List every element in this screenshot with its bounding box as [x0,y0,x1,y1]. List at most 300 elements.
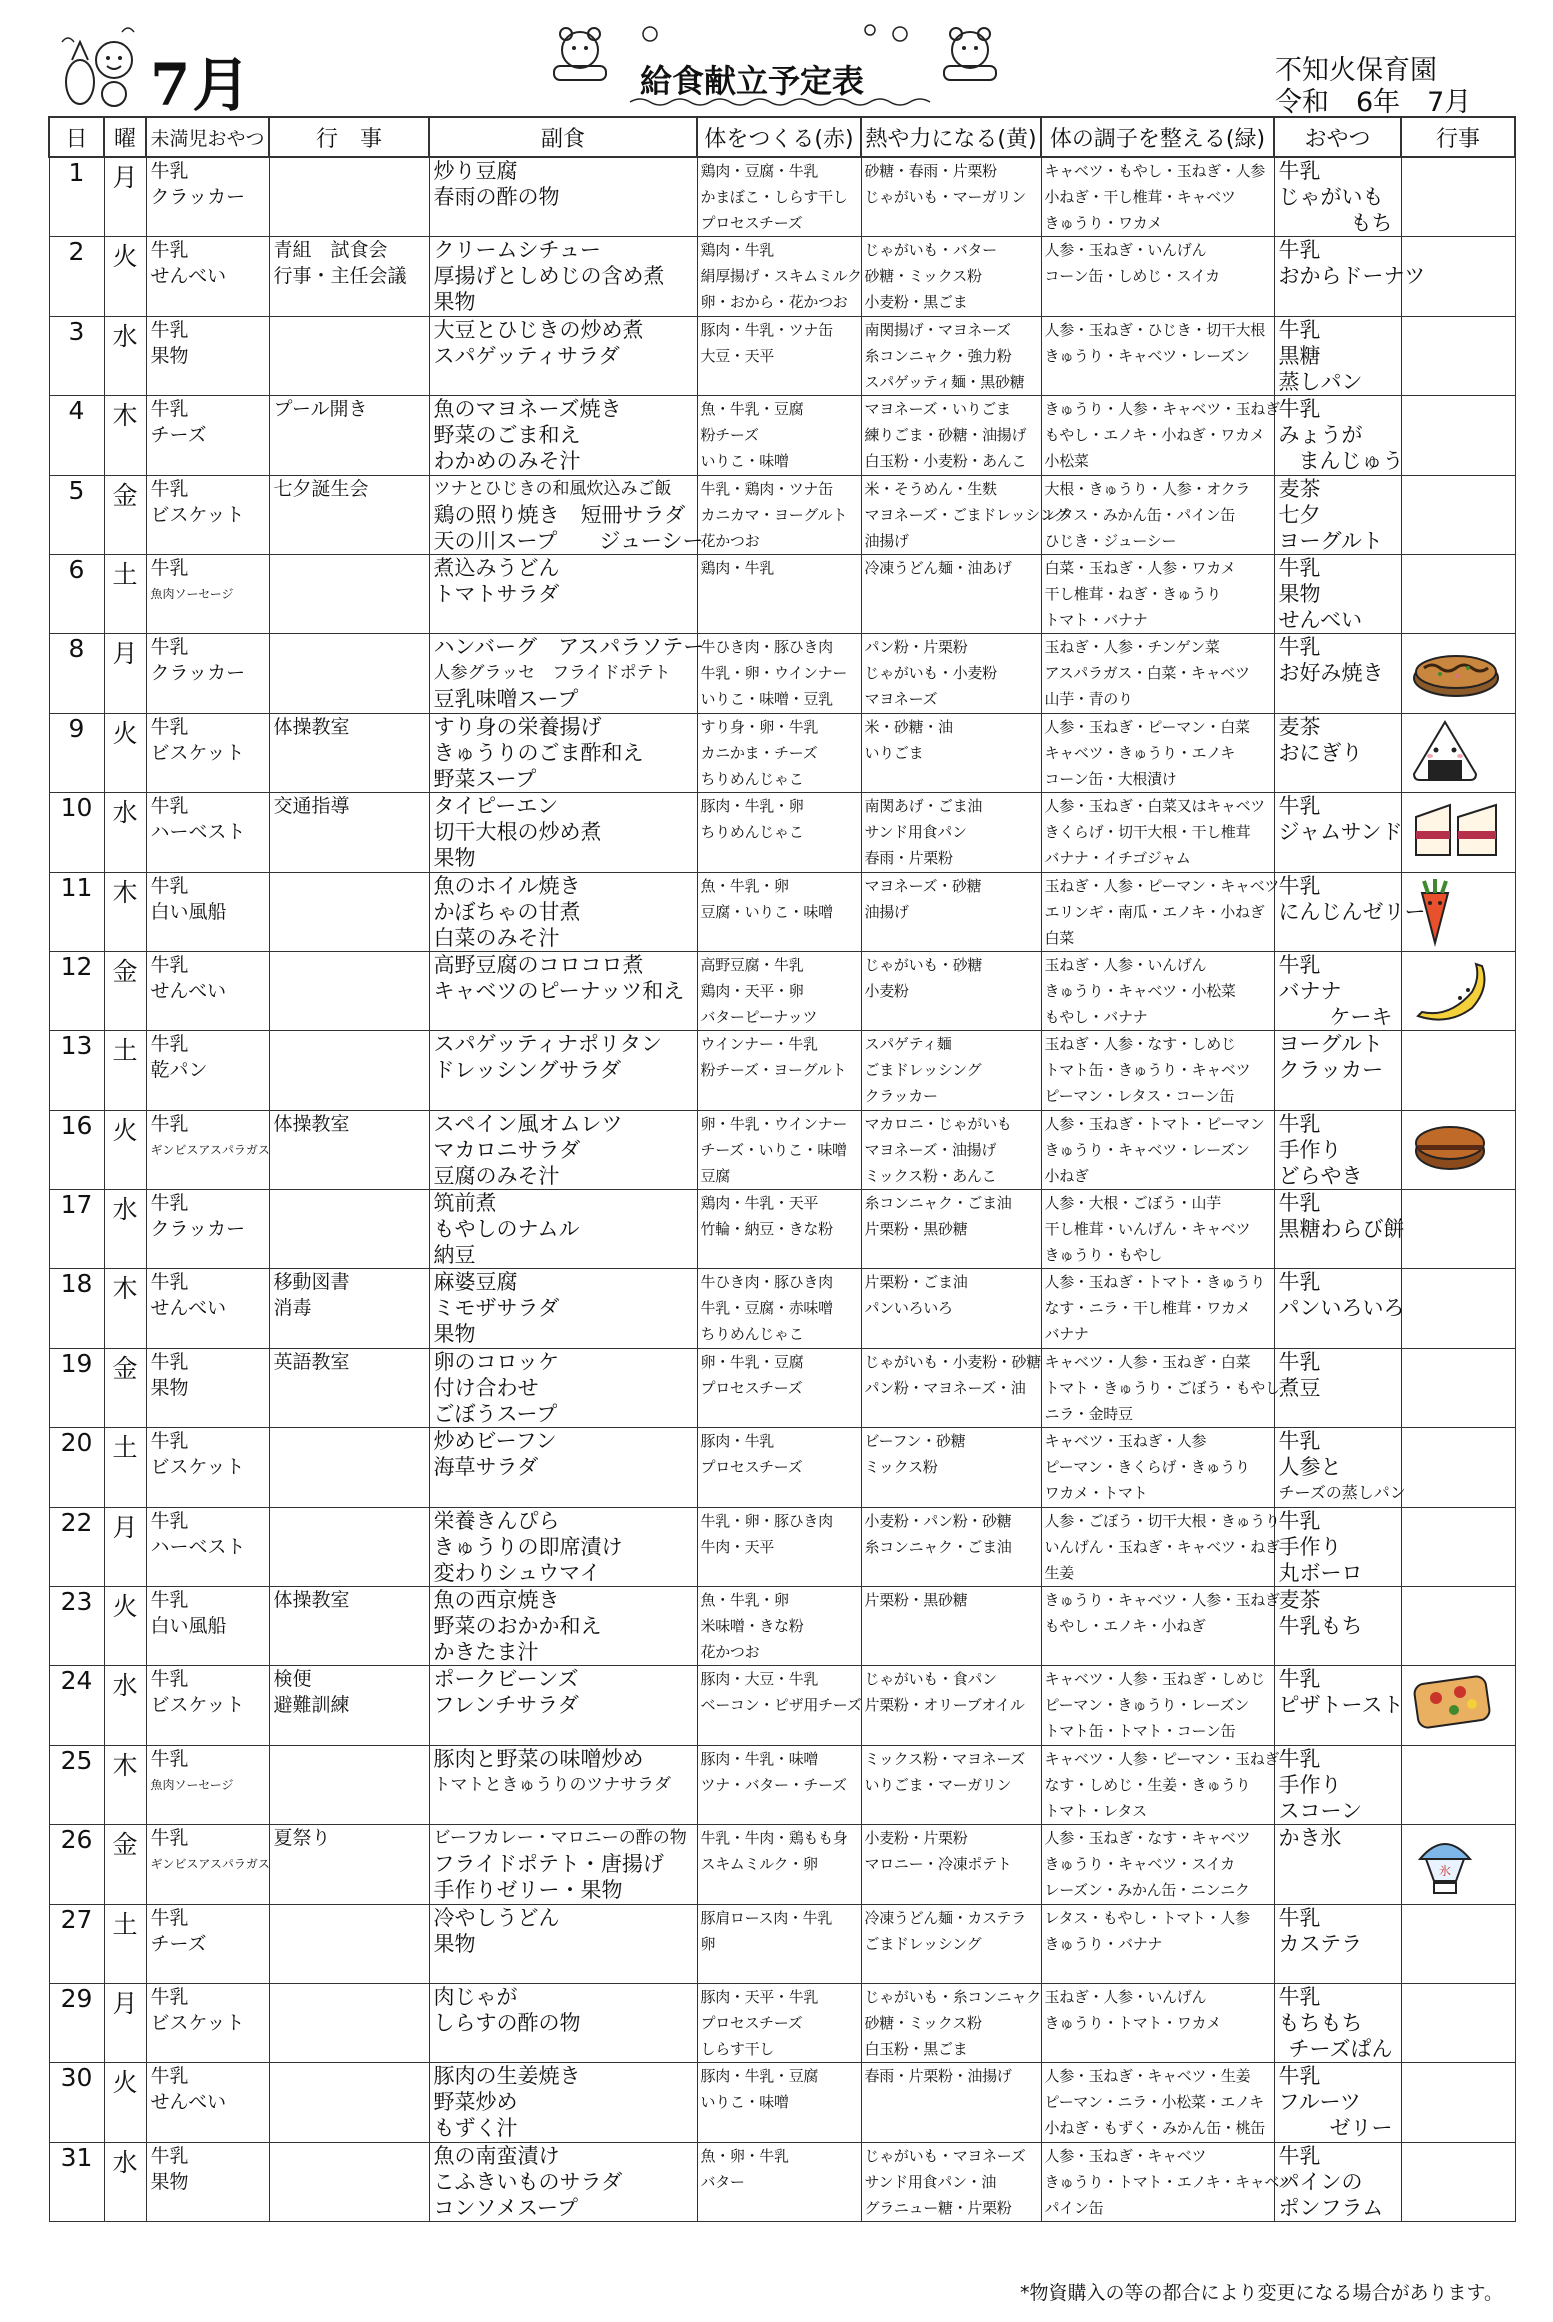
event-cell [269,2063,429,2142]
green-group-cell-line: キャベツ・人参・玉ねぎ・白菜 [1044,1352,1251,1371]
toddler-snack-cell-line: 牛乳 [150,2144,189,2167]
oyatsu-cell-line: 果物 [1278,581,1321,606]
red-group-cell-line: 卵・牛乳・豆腐 [700,1352,804,1371]
side-dish-cell [429,793,697,872]
red-group-cell-line: 牛乳・豆腐・赤味噌 [700,1299,833,1318]
green-group-cell-line: 白菜・玉ねぎ・人参・ワカメ [1044,558,1236,577]
yellow-group-cell-line: 春雨・片栗粉 [864,849,953,868]
oyatsu-cell-line: もちもち [1278,2010,1363,2035]
event-cell [269,316,429,395]
oyatsu-cell-line: 牛乳 [1278,2143,1321,2168]
side-dish-cell-line: 野菜のおかか和え [433,1614,602,1639]
toddler-snack-cell-line: 牛乳 [150,2065,189,2088]
yellow-group-cell-line: じゃがいも・小麦粉 [864,664,997,683]
weekday-cell: 土 [104,1428,146,1507]
toddler-snack-cell-line: ビスケット [150,1456,245,1479]
green-group-cell [1041,951,1274,1030]
green-group-cell-line: キャベツ・人参・玉ねぎ・しめじ [1044,1670,1266,1689]
green-group-cell-line: アスパラガス・白菜・キャベツ [1044,664,1250,683]
toddler-snack-cell [146,713,269,792]
day-cell: 26 [49,1825,104,1904]
yellow-group-cell-line: じゃがいも・マヨネーズ [864,2146,1026,2165]
toddler-snack-cell [146,1190,269,1269]
event-picture-cell [1401,1031,1515,1110]
event-cell [269,157,429,237]
side-dish-cell-line: ごぼうスープ [433,1401,558,1426]
yellow-group-cell [861,396,1041,475]
weekday-cell: 火 [104,2063,146,2142]
yellow-group-cell [861,1348,1041,1427]
red-group-cell [697,1587,861,1666]
table-row [49,713,1515,792]
oyatsu-cell [1274,2063,1401,2142]
toddler-snack-cell-line: ビスケット [150,1694,245,1717]
oyatsu-cell [1274,1031,1401,1110]
oyatsu-cell [1274,1428,1406,1507]
red-group-cell-line: 豆腐 [700,1166,730,1185]
green-group-cell-line: ピーマン・きくらげ・きゅうり [1044,1458,1250,1477]
event-cell [269,1428,429,1507]
green-group-cell-line: キャベツ・もやし・玉ねぎ・人参 [1044,162,1266,180]
oyatsu-cell-line: ピザトースト [1278,1693,1404,1718]
toddler-snack-cell [146,1825,269,1904]
oyatsu-cell-line: 牛乳 [1278,1984,1321,2009]
oyatsu-cell [1274,1587,1401,1666]
green-group-cell-line: ピーマン・レタス・コーン缶 [1044,1087,1235,1106]
yellow-group-cell-line: 糸コンニャク・強力粉 [864,346,1012,365]
oyatsu-cell [1274,1348,1401,1427]
yellow-group-cell-line: 片栗粉・ごま油 [864,1273,968,1292]
green-group-cell [1041,554,1274,633]
side-dish-cell-line: 魚の西京焼き [433,1588,560,1613]
event-picture-cell [1401,1269,1515,1348]
side-dish-cell-line: 果物 [433,1322,476,1347]
green-group-cell-line: 人参・玉ねぎ・いんげん [1044,241,1207,260]
red-group-cell-line: ちりめんじゃこ [700,823,804,842]
event-cell [269,1825,429,1904]
event-cell-line: 英語教室 [273,1350,350,1373]
side-dish-cell-line: 野菜炒め [433,2090,518,2115]
green-group-cell-line: レタス・みかん缶・パイン缶 [1044,505,1236,524]
bear-character-icon [540,20,620,90]
red-group-cell [697,1825,861,1904]
day-cell: 27 [49,1904,104,1983]
event-cell [269,475,429,554]
yellow-group-cell-line: パン粉・マヨネーズ・油 [864,1378,1026,1397]
toddler-snack-cell [146,1031,269,1110]
green-group-cell-line: 玉ねぎ・人参・なす・しめじ [1044,1035,1236,1054]
day-cell: 9 [49,713,104,792]
day-cell: 8 [49,634,104,713]
weekday-cell: 木 [104,1269,146,1348]
month-title: 7月 [150,51,253,119]
green-group-cell-line: 生姜 [1044,1563,1074,1582]
green-group-cell-line: 小ねぎ [1044,1166,1089,1185]
red-group-cell-line: 牛ひき肉・豚ひき肉 [700,1273,833,1292]
side-dish-cell-line: 変わりシュウマイ [433,1560,601,1585]
oyatsu-cell-line: チーズぱん [1288,2036,1393,2061]
toddler-snack-cell-line: ビスケット [150,741,245,764]
toddler-snack-cell-line: 牛乳 [150,874,189,897]
yellow-group-cell [861,475,1069,554]
table-row [49,634,1515,713]
green-group-cell-line: もやし・エノキ・小ねぎ・ワカメ [1044,426,1265,445]
red-group-cell [697,316,861,395]
red-group-cell [697,157,861,237]
event-picture-cell [1401,951,1515,1030]
oyatsu-cell-line: 牛乳 [1278,2064,1321,2089]
dorayaki-icon [1410,1115,1490,1175]
green-group-cell-line: 人参・玉ねぎ・白菜又はキャベツ [1044,797,1266,816]
green-group-cell-line: きゅうり・キャベツ・小松菜 [1044,981,1236,1000]
red-group-cell-line: ちりめんじゃこ [700,1325,804,1344]
side-dish-cell-line: 冷やしうどん [433,1905,560,1930]
toddler-snack-cell-line: 牛乳 [150,795,189,818]
side-dish-cell-line: 魚のマヨネーズ焼き [433,397,622,422]
event-cell [269,1507,429,1586]
oyatsu-cell [1274,554,1401,633]
oyatsu-cell-line: にんじんゼリー [1278,899,1426,924]
red-group-cell [697,1904,861,1983]
toddler-snack-cell [146,1269,269,1348]
yellow-group-cell-line: いりごま [864,743,924,762]
weekday-cell: 月 [104,1507,146,1586]
yellow-group-cell-line: ミックス粉 [864,1458,938,1477]
oyatsu-cell [1274,396,1404,475]
event-picture-cell [1401,1110,1515,1189]
yellow-group-cell-line: 小麦粉 [864,981,909,1000]
event-cell [269,1983,429,2062]
event-picture-cell [1401,1190,1515,1269]
yellow-group-cell-line: 練りごま・砂糖・油揚げ [864,426,1027,445]
yellow-group-cell [861,2142,1041,2221]
green-group-cell-line: もやし・エノキ・小ねぎ [1044,1617,1206,1636]
oyatsu-cell-line: お好み焼き [1278,661,1384,686]
school-name: 不知火保育園 [1275,55,1437,86]
day-cell: 20 [49,1428,104,1507]
green-group-cell-line: トマト缶・トマト・コーン缶 [1044,1722,1236,1741]
red-group-cell [697,713,861,792]
yellow-group-cell-line: 片栗粉・黒砂糖 [864,1220,968,1239]
side-dish-cell-line: コンソメスープ [433,2195,578,2220]
green-group-cell-line: きゅうり・キャベツ・レーズン [1044,1140,1250,1159]
green-group-cell-line: ピーマン・ニラ・小松菜・エノキ [1044,2093,1264,2112]
yellow-group-cell-line: じゃがいも・小麦粉・砂糖 [864,1352,1041,1371]
oyatsu-cell [1274,1269,1405,1348]
side-dish-cell-line: ハンバーグ アスパラソテー [433,635,705,660]
event-cell-line: 体操教室 [273,1589,350,1612]
oyatsu-cell-line: まんじゅう [1298,449,1404,474]
side-dish-cell-line: クリームシチュー [433,238,601,263]
red-group-cell-line: 粉チーズ [700,426,759,445]
column-header: 曜 [104,117,146,157]
side-dish-cell-line: すり身の栄養揚げ [433,714,602,739]
red-group-cell-line: 卵・牛乳・ウインナー [700,1114,848,1133]
day-cell: 1 [49,157,104,237]
red-group-cell-line: 鶏肉・豆腐・牛乳 [700,162,819,180]
event-picture-cell [1401,475,1515,554]
oyatsu-cell [1274,713,1401,792]
side-dish-cell-line: 海草サラダ [433,1455,539,1480]
weekday-cell: 木 [104,396,146,475]
green-group-cell-line: きゅうり・もやし [1044,1246,1163,1265]
side-dish-cell-line: 筑前煮 [433,1191,497,1216]
green-group-cell [1041,1745,1280,1824]
green-group-cell-line: 小ねぎ・干し椎茸・キャベツ [1044,188,1236,206]
yellow-group-cell-line: 南関あげ・ごま油 [864,797,983,816]
oyatsu-cell-line: 牛乳 [1278,1429,1321,1454]
oyatsu-cell-line: 手作り [1278,1137,1342,1162]
green-group-cell [1041,1825,1274,1904]
green-group-cell-line: トマト缶・きゅうり・キャベツ [1044,1061,1251,1080]
green-group-cell-line: もやし・バナナ [1044,1007,1148,1026]
day-cell: 11 [49,872,104,951]
yellow-group-cell-line: 白玉粉・黒ごま [864,2039,968,2058]
toddler-snack-cell-line: ハーベスト [150,1535,246,1558]
table-row [49,554,1515,633]
oyatsu-cell-line: 牛乳 [1278,1508,1321,1533]
column-header: 副食 [429,117,697,157]
side-dish-cell [429,1031,697,1110]
side-dish-cell [429,1825,697,1904]
yellow-group-cell [861,1507,1041,1586]
event-cell-line: 避難訓練 [273,1694,350,1717]
oyatsu-cell-line: おにぎり [1278,740,1363,765]
event-cell [269,793,429,872]
toddler-snack-cell [146,793,269,872]
toddler-snack-cell [146,1507,269,1586]
weekday-cell: 金 [104,1348,146,1427]
red-group-cell [697,634,861,713]
side-dish-cell-line: タイピーエン [433,794,559,819]
day-cell: 22 [49,1507,104,1586]
yellow-group-cell-line: 砂糖・ミックス粉 [864,267,982,286]
event-cell-line: 体操教室 [273,715,350,738]
yellow-group-cell-line: 白玉粉・小麦粉・あんこ [864,452,1027,471]
event-cell [269,1348,429,1427]
weekday-cell: 金 [104,1825,146,1904]
toddler-snack-cell-line: ビスケット [150,2011,245,2034]
toddler-snack-cell-line: せんべい [150,1297,227,1320]
toddler-snack-cell-line: 牛乳 [150,1747,189,1770]
event-picture-cell [1401,634,1515,713]
green-group-cell-line: ピーマン・きゅうり・レーズン [1044,1696,1249,1715]
toddler-snack-cell-line: 牛乳 [150,715,189,738]
side-dish-cell [429,396,697,475]
event-picture-cell [1401,713,1515,792]
oyatsu-cell [1274,1983,1401,2062]
toddler-snack-cell-line: ハーベスト [150,821,246,844]
green-group-cell [1041,1110,1274,1189]
side-dish-cell [429,1428,697,1507]
yellow-group-cell [861,157,1041,237]
red-group-cell-line: 魚・卵・牛乳 [700,2146,789,2165]
side-dish-cell-line: 付け合わせ [433,1375,539,1400]
red-group-cell [697,872,861,951]
oyatsu-cell-line: 牛乳 [1278,635,1321,660]
red-group-cell-line: 花かつお [700,531,760,550]
red-group-cell-line: 豚肉・大豆・牛乳 [700,1670,819,1689]
table-row [49,1983,1515,2062]
side-dish-cell-line: もやしのナムル [433,1217,580,1242]
red-group-cell-line: プロセスチーズ [700,1378,803,1397]
side-dish-cell-line: ビーフカレー・マロニーの酢の物 [433,1828,687,1849]
yellow-group-cell [861,1666,1041,1745]
day-cell: 5 [49,475,104,554]
event-cell [269,1110,429,1189]
green-group-cell-line: 干し椎茸・いんげん・キャベツ [1044,1220,1251,1239]
side-dish-cell [429,157,697,237]
column-header: おやつ [1274,117,1401,157]
menu-table [48,116,1516,2222]
side-dish-cell-line: 鶏の照り焼き 短冊サラダ [433,502,686,527]
red-group-cell-line: 牛ひき肉・豚ひき肉 [700,638,833,657]
toddler-snack-cell-line: せんべい [150,979,227,1002]
green-group-cell-line: 人参・ごぼう・切干大根・きゅうり [1044,1511,1280,1530]
green-group-cell [1041,475,1274,554]
green-group-cell-line: 人参・玉ねぎ・キャベツ・生姜 [1044,2067,1251,2086]
toddler-snack-cell-line: ギンビスアスパラガス [150,1142,270,1157]
yellow-group-cell [861,554,1041,633]
red-group-cell-line: スキムミルク・卵 [700,1855,818,1874]
side-dish-cell [429,1745,697,1824]
side-dish-cell-line: 煮込みうどん [433,555,560,580]
side-dish-cell-line: マカロニサラダ [433,1137,581,1162]
green-group-cell-line: いんげん・玉ねぎ・キャベツ・ねぎ [1044,1537,1280,1556]
red-group-cell [697,237,861,316]
toddler-snack-cell-line: 牛乳 [150,1271,189,1294]
toddler-snack-cell-line: 牛乳 [150,1985,189,2008]
red-group-cell-line: ベーコン・ピザ用チーズ [700,1696,862,1715]
side-dish-cell-line: 炒めビーフン [433,1429,557,1454]
yellow-group-cell-line: じゃがいも・食パン [864,1670,997,1689]
toddler-snack-cell-line: 牛乳 [150,1192,189,1215]
yellow-group-cell-line: じゃがいも・砂糖 [864,955,983,974]
toddler-snack-cell-line: ビスケット [150,503,245,526]
green-group-cell-line: ひじき・ジューシー [1044,531,1177,550]
yellow-group-cell-line: スパゲティ麺 [864,1035,952,1054]
oyatsu-cell-line: 牛乳 [1278,1349,1321,1374]
green-group-cell-line: なす・しめじ・生姜・きゅうり [1044,1775,1251,1794]
day-cell: 13 [49,1031,104,1110]
event-picture-cell [1401,1348,1515,1427]
side-dish-cell [429,713,697,792]
side-dish-cell-line: トマトときゅうりのツナサラダ [433,1774,671,1795]
side-dish-cell [429,872,697,951]
weekday-cell: 月 [104,157,146,237]
red-group-cell-line: 竹輪・納豆・きな粉 [700,1220,833,1239]
side-dish-cell-line: かぼちゃの甘煮 [433,899,581,924]
oyatsu-cell-line: もち [1350,211,1393,235]
table-row [49,1031,1515,1110]
toddler-snack-cell-line: 牛乳 [150,1430,189,1453]
red-group-cell-line: 豚肉・牛乳・ツナ缶 [700,320,833,339]
oyatsu-cell-line: スコーン [1278,1798,1363,1823]
day-cell: 18 [49,1269,104,1348]
yellow-group-cell-line: パン粉・片栗粉 [864,638,968,657]
side-dish-cell-line: 魚のホイル焼き [433,873,581,898]
red-group-cell-line: 豚肉・牛乳・味噌 [700,1749,819,1768]
event-cell [269,396,429,475]
yellow-group-cell-line: マヨネーズ・油揚げ [864,1140,997,1159]
oyatsu-cell-line: 牛乳もち [1278,1614,1363,1639]
oyatsu-cell [1274,237,1426,316]
toddler-snack-cell-line: 果物 [150,2170,189,2193]
sandwich-icon [1410,797,1502,863]
oyatsu-cell-line: 牛乳 [1278,397,1321,422]
yellow-group-cell-line: 片栗粉・オリーブオイル [864,1696,1025,1715]
event-cell [269,1904,429,1983]
toddler-snack-cell [146,2063,269,2142]
green-group-cell-line: 玉ねぎ・人参・チンゲン菜 [1044,638,1220,657]
green-group-cell-line: きゅうり・キャベツ・レーズン [1044,346,1250,365]
side-dish-cell [429,1269,697,1348]
side-dish-cell-line: こふきいものサラダ [433,2169,623,2194]
event-cell-line: 体操教室 [273,1112,350,1135]
green-group-cell-line: 玉ねぎ・人参・いんげん [1044,1987,1207,2006]
weekday-cell: 水 [104,793,146,872]
oyatsu-cell-line: カステラ [1278,1931,1363,1956]
toddler-snack-cell-line: 牛乳 [150,1668,189,1691]
side-dish-cell [429,1587,697,1666]
table-row [49,1825,1515,1904]
toddler-snack-cell-line: 白い風船 [150,1615,227,1638]
yellow-group-cell [861,1110,1041,1189]
yellow-group-cell [861,2063,1041,2142]
green-group-cell-line: コーン缶・しめじ・スイカ [1044,267,1220,286]
green-group-cell [1041,1983,1274,2062]
day-cell: 19 [49,1348,104,1427]
shaved-ice-icon [1410,1829,1480,1899]
toddler-snack-cell-line: チーズ [150,1932,207,1955]
yellow-group-cell-line: グラニュー糖・片栗粉 [864,2198,1012,2217]
red-group-cell-line: 米味噌・きな粉 [700,1617,804,1636]
bear-character-icon [930,20,1010,90]
red-group-cell [697,1428,861,1507]
oyatsu-cell-line: 丸ボーロ [1278,1560,1363,1585]
green-group-cell-line: トマト・バナナ [1044,610,1148,629]
weekday-cell: 金 [104,951,146,1030]
toddler-snack-cell-line: 果物 [150,344,189,367]
footnote: *物資購入の等の都合により変更になる場合があります。 [1020,2282,1503,2304]
day-cell: 6 [49,554,104,633]
green-group-cell-line: キャベツ・人参・ピーマン・玉ねぎ [1044,1749,1280,1768]
oyatsu-cell-line: フルーツ [1278,2090,1361,2115]
oyatsu-cell-line: みょうが [1278,423,1363,448]
red-group-cell-line: 豚肉・牛乳 [700,1432,775,1451]
event-picture-cell [1401,554,1515,633]
day-cell: 23 [49,1587,104,1666]
side-dish-cell-line: 麻婆豆腐 [433,1270,518,1295]
green-group-cell [1041,1031,1274,1110]
green-group-cell-line: きゅうり・バナナ [1044,1934,1163,1953]
oyatsu-cell-line: 牛乳 [1278,952,1321,977]
event-picture-cell [1401,396,1515,475]
table-row [49,237,1515,316]
column-header: 体の調子を整える(緑) [1041,117,1274,157]
toddler-snack-cell-line: 牛乳 [150,1112,189,1135]
weekday-cell: 火 [104,237,146,316]
toddler-snack-cell-line: せんべい [150,2091,227,2114]
oyatsu-cell [1274,1507,1401,1586]
red-group-cell-line: 高野豆腐・牛乳 [700,955,804,974]
toddler-snack-cell-line: 白い風船 [150,900,227,923]
column-header: 体をつくる(赤) [697,117,861,157]
side-dish-cell-line: 春雨の酢の物 [433,185,560,209]
side-dish-cell [429,475,704,554]
red-group-cell [697,1666,861,1745]
oyatsu-cell [1274,316,1401,395]
